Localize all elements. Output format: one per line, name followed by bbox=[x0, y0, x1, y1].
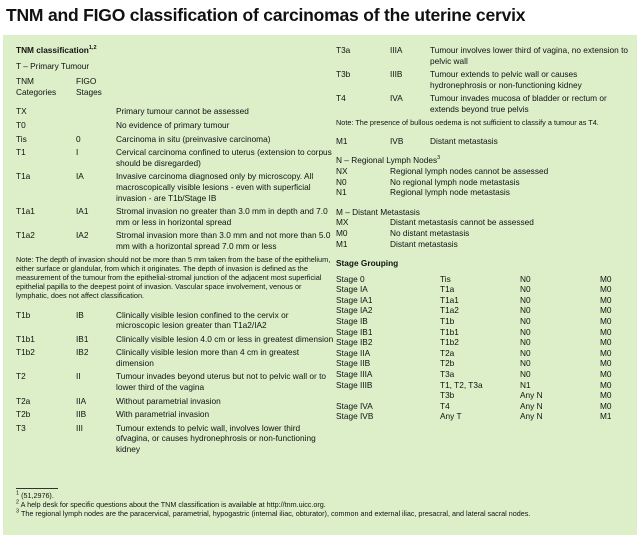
stage-n: N0 bbox=[520, 284, 531, 295]
classification-row bbox=[16, 171, 334, 203]
stage-m: M0 bbox=[600, 390, 612, 401]
figo-stage bbox=[76, 120, 116, 131]
classification-row bbox=[16, 334, 334, 345]
lymph-nodes-superscript: 3 bbox=[437, 155, 441, 162]
stage-m: M0 bbox=[600, 316, 612, 327]
tnm-code: T3b bbox=[336, 69, 351, 80]
stage-name: Stage IB2 bbox=[336, 337, 373, 348]
stage-t: T1, T2, T3a bbox=[440, 379, 483, 390]
footnote-rule bbox=[16, 488, 58, 489]
code: N0 bbox=[336, 176, 347, 187]
classification-row bbox=[16, 409, 334, 420]
stage-name: Stage IB1 bbox=[336, 326, 373, 337]
stage-row bbox=[336, 380, 632, 391]
description: Carcinoma in situ (preinvasive carcinoma) bbox=[116, 133, 271, 144]
classification-row bbox=[16, 106, 334, 117]
classification-row bbox=[336, 45, 632, 66]
classification-row bbox=[16, 396, 334, 407]
footnote-number: 3 bbox=[16, 509, 20, 516]
stage-n: N0 bbox=[520, 369, 531, 380]
stage-n: Any N bbox=[520, 400, 543, 411]
stage-name: Stage IIIB bbox=[336, 379, 373, 390]
footnotes bbox=[16, 488, 626, 519]
tnm-code: TX bbox=[16, 106, 27, 117]
stage-row bbox=[336, 411, 632, 422]
stage-n: N0 bbox=[520, 316, 531, 327]
stage-t: T2b bbox=[440, 358, 455, 369]
classification-row bbox=[16, 347, 334, 368]
stage-n: N0 bbox=[520, 273, 531, 284]
stage-m: M0 bbox=[600, 326, 612, 337]
footnote bbox=[16, 500, 626, 509]
description: Invasive carcinoma diagnosed only by microscopy. All macroscopically visible lesions - even with superficial invasion - are T1b/Stage IB bbox=[116, 171, 314, 203]
tumour-rows-a bbox=[16, 106, 334, 251]
code-row bbox=[336, 166, 632, 177]
classification-row bbox=[16, 371, 334, 392]
stage-name: Stage IVA bbox=[336, 400, 373, 411]
description: Primary tumour cannot be assessed bbox=[116, 106, 249, 117]
figo-stage: I bbox=[76, 147, 79, 158]
lymph-nodes-heading bbox=[336, 155, 632, 166]
stage-t: T1b2 bbox=[440, 337, 459, 348]
stage-t: T1a bbox=[440, 284, 455, 295]
code: NX bbox=[336, 165, 348, 176]
tnm-code: Tis bbox=[16, 133, 27, 144]
stage-n: Any N bbox=[520, 390, 543, 401]
code: N1 bbox=[336, 187, 347, 198]
description: No regional lymph node metastasis bbox=[390, 176, 520, 187]
stage-row bbox=[336, 337, 632, 348]
figo-stage: IA bbox=[76, 171, 84, 182]
distant-metastasis-heading: M – Distant Metastasis bbox=[336, 206, 420, 217]
code-row bbox=[336, 177, 632, 188]
stage-row bbox=[336, 401, 632, 412]
description: Tumour invades mucosa of bladder or rectum or extends beyond true pelvis bbox=[430, 93, 607, 114]
description: Cervical carcinoma confined to uterus (extension to corpus should be disregarded) bbox=[116, 147, 332, 168]
description: No distant metastasis bbox=[390, 227, 470, 238]
tnm-header-line2: Categories bbox=[16, 86, 57, 97]
figo-stage: IB1 bbox=[76, 333, 89, 344]
heading-superscript: 1,2 bbox=[88, 45, 97, 52]
tnm-code: T2a bbox=[16, 395, 31, 406]
stage-name: Stage 0 bbox=[336, 273, 365, 284]
stage-name: Stage IIA bbox=[336, 347, 371, 358]
stage-m: M0 bbox=[600, 273, 612, 284]
stage-m: M0 bbox=[600, 379, 612, 390]
figo-stage: IA2 bbox=[76, 230, 89, 241]
classification-row bbox=[16, 423, 334, 455]
description: Distant metastasis bbox=[390, 238, 458, 249]
classification-row bbox=[16, 120, 334, 131]
tnm-code: T2b bbox=[16, 409, 31, 420]
stage-m: M1 bbox=[600, 411, 612, 422]
column-headers bbox=[16, 76, 334, 97]
description: Regional lymph nodes cannot be assessed bbox=[390, 165, 549, 176]
stage-row bbox=[336, 295, 632, 306]
classification-row bbox=[16, 310, 334, 331]
stage-grouping-heading: Stage Grouping bbox=[336, 258, 399, 269]
depth-note: Note: The depth of invasion should not be more than 5 mm taken from the base of the epithelium, either surface or glandular, from which it originates. The depth of invasion is defined as the measurement of the tumour from the epithelial-stromal junction of the adjacent most superficial epithelial papilla to the deepest point of invasion. Vascular space involvement, venous or lymphatic, does not affect classification. bbox=[16, 254, 331, 301]
classification-row bbox=[336, 69, 632, 90]
code-row bbox=[336, 217, 632, 228]
stage-m: M0 bbox=[600, 369, 612, 380]
stage-t: T2a bbox=[440, 347, 455, 358]
classification-row bbox=[16, 206, 334, 227]
stage-name: Stage IVB bbox=[336, 411, 374, 422]
figo-stage: IA1 bbox=[76, 206, 89, 217]
footnote bbox=[16, 509, 626, 518]
lymph-nodes-heading-text: N – Regional Lymph Nodes bbox=[336, 155, 438, 166]
stage-t: T1b1 bbox=[440, 326, 459, 337]
figo-header-line1: FIGO bbox=[76, 76, 97, 87]
oedema-note: Note: The presence of bullous oedema is not sufficient to classify a tumour as T4. bbox=[336, 117, 599, 127]
stage-t: Tis bbox=[440, 273, 451, 284]
classification-panel bbox=[3, 35, 637, 535]
description: Clinically visible lesion 4.0 cm or less in greatest dimension bbox=[116, 333, 334, 344]
code-row bbox=[336, 187, 632, 198]
footnote-text: A help desk for specific questions about the TNM classification is available at http://tnm.uicc.org. bbox=[20, 500, 326, 510]
stage-n: N0 bbox=[520, 358, 531, 369]
primary-tumour-heading: T – Primary Tumour bbox=[16, 60, 90, 71]
tnm-code: T3 bbox=[16, 422, 26, 433]
stage-row bbox=[336, 305, 632, 316]
description: With parametrial invasion bbox=[116, 409, 210, 420]
figo-stage: IIA bbox=[76, 395, 87, 406]
stage-n: N1 bbox=[520, 379, 531, 390]
tumour-rows-b bbox=[16, 310, 334, 455]
description: Tumour involves lower third of vagina, no extension to pelvic wall bbox=[430, 45, 628, 66]
stage-n: N0 bbox=[520, 326, 531, 337]
stage-n: N0 bbox=[520, 294, 531, 305]
figo-stage: IVA bbox=[390, 93, 403, 104]
stage-row bbox=[336, 348, 632, 359]
footnote-number: 2 bbox=[16, 499, 20, 506]
description: Clinically visible lesion confined to the cervix or microscopic lesion greater than T1a2/IA2 bbox=[116, 309, 289, 331]
tnm-code: M1 bbox=[336, 135, 348, 146]
stage-row bbox=[336, 358, 632, 369]
stage-name: Stage IA2 bbox=[336, 305, 373, 316]
figo-stage: IIIA bbox=[390, 45, 403, 55]
stage-name: Stage IIB bbox=[336, 358, 371, 369]
page-title: TNM and FIGO classification of carcinomas of the uterine cervix bbox=[6, 5, 526, 25]
stage-grouping-table bbox=[336, 274, 632, 422]
description: Distant metastasis bbox=[430, 135, 498, 146]
stage-t: T3a bbox=[440, 369, 455, 380]
figo-stage: IB2 bbox=[76, 347, 89, 358]
stage-t: T1a1 bbox=[440, 294, 459, 305]
metastasis-rows bbox=[336, 217, 632, 249]
tnm-code: T3a bbox=[336, 45, 351, 55]
stage-name: Stage IA1 bbox=[336, 294, 373, 305]
tnm-code: T1b2 bbox=[16, 347, 35, 358]
tnm-code: T1b bbox=[16, 309, 31, 320]
left-column bbox=[16, 45, 334, 458]
stage-row bbox=[336, 284, 632, 295]
tnm-code: T1a2 bbox=[16, 230, 35, 241]
stage-row bbox=[336, 369, 632, 380]
tnm-code: T2 bbox=[16, 371, 26, 382]
figo-stage: III bbox=[76, 422, 83, 433]
footnote bbox=[16, 491, 626, 500]
tnm-code: T0 bbox=[16, 119, 26, 130]
footnote-number: 1 bbox=[16, 490, 20, 497]
right-column bbox=[336, 45, 632, 422]
lymph-node-rows bbox=[336, 166, 632, 198]
description: Distant metastasis cannot be assessed bbox=[390, 217, 534, 228]
stage-row bbox=[336, 316, 632, 327]
description: Clinically visible lesion more than 4 cm in greatest dimension bbox=[116, 347, 300, 368]
stage-t: T4 bbox=[440, 400, 450, 411]
stage-n: N0 bbox=[520, 347, 531, 358]
stage-n: Any N bbox=[520, 411, 543, 422]
code-row bbox=[336, 239, 632, 250]
figo-stage: 0 bbox=[76, 133, 81, 144]
stage-row bbox=[336, 274, 632, 285]
figo-stage: II bbox=[76, 371, 81, 382]
stage-row bbox=[336, 327, 632, 338]
figo-stage: IB bbox=[76, 309, 84, 320]
stage-name: Stage IA bbox=[336, 284, 368, 295]
description: Stromal invasion no greater than 3.0 mm in depth and 7.0 mm or less in horizontal spread bbox=[116, 206, 328, 227]
stage-t: T1b bbox=[440, 316, 455, 327]
code: MX bbox=[336, 217, 349, 228]
figo-stage: IIIB bbox=[390, 69, 403, 80]
stage-n: N0 bbox=[520, 337, 531, 348]
stage-m: M0 bbox=[600, 305, 612, 316]
stage-t: T1a2 bbox=[440, 305, 459, 316]
stage-m: M0 bbox=[600, 284, 612, 295]
footnote-text: (51,2976). bbox=[21, 491, 54, 500]
stage-m: M0 bbox=[600, 294, 612, 305]
stage-t: T3b bbox=[440, 390, 455, 401]
heading-text: TNM classification bbox=[16, 45, 89, 55]
tnm-classification-heading bbox=[16, 45, 334, 56]
tnm-code: T1a1 bbox=[16, 206, 35, 217]
tnm-header-line1: TNM bbox=[16, 76, 34, 87]
classification-row bbox=[336, 93, 632, 114]
classification-row bbox=[336, 136, 632, 147]
classification-row bbox=[16, 134, 334, 145]
tnm-code: T4 bbox=[336, 93, 346, 104]
footnote-text: The regional lymph nodes are the paracervical, parametrial, hypogastric (internal iliac, obturator), common and external iliac, presacral, and lateral sacral nodes. bbox=[20, 509, 531, 519]
code: M1 bbox=[336, 238, 348, 249]
description: Tumour extends to pelvic wall or causes hydronephrosis or non-functioning kidney bbox=[430, 69, 582, 90]
stage-row bbox=[336, 390, 632, 401]
description: No evidence of primary tumour bbox=[116, 119, 230, 130]
stage-m: M0 bbox=[600, 347, 612, 358]
tnm-code: T1a bbox=[16, 171, 31, 182]
stage-n: N0 bbox=[520, 305, 531, 316]
stage-name: Stage IIIA bbox=[336, 369, 373, 380]
description: Without parametrial invasion bbox=[116, 395, 221, 406]
classification-row bbox=[16, 230, 334, 251]
classification-row bbox=[16, 147, 334, 168]
description: Tumour extends to pelvic wall, involves lower third ofvagina, or causes hydronephrosis or non-functioning kidney bbox=[116, 422, 316, 455]
tnm-code: T1 bbox=[16, 147, 26, 158]
description: Regional lymph node metastasis bbox=[390, 187, 510, 198]
stage-t: Any T bbox=[440, 411, 462, 422]
figo-header-line2: Stages bbox=[76, 86, 102, 97]
stage-m: M0 bbox=[600, 358, 612, 369]
stage-name: Stage IB bbox=[336, 316, 368, 327]
description: Tumour invades beyond uterus but not to pelvic wall or to lower third of the vagina bbox=[116, 371, 326, 393]
figo-stage: IIB bbox=[76, 409, 87, 420]
code: M0 bbox=[336, 227, 348, 238]
figo-stage bbox=[76, 106, 116, 117]
stage-m: M0 bbox=[600, 337, 612, 348]
description: Stromal invasion more than 3.0 mm and not more than 5.0 mm with a horizontal spread 7.0 mm or less bbox=[116, 230, 331, 251]
stage-name bbox=[336, 390, 440, 401]
figo-stage: IVB bbox=[390, 135, 404, 146]
code-row bbox=[336, 228, 632, 239]
tumour-rows-right bbox=[336, 45, 632, 115]
tnm-code: T1b1 bbox=[16, 333, 35, 344]
stage-m: M0 bbox=[600, 400, 612, 411]
